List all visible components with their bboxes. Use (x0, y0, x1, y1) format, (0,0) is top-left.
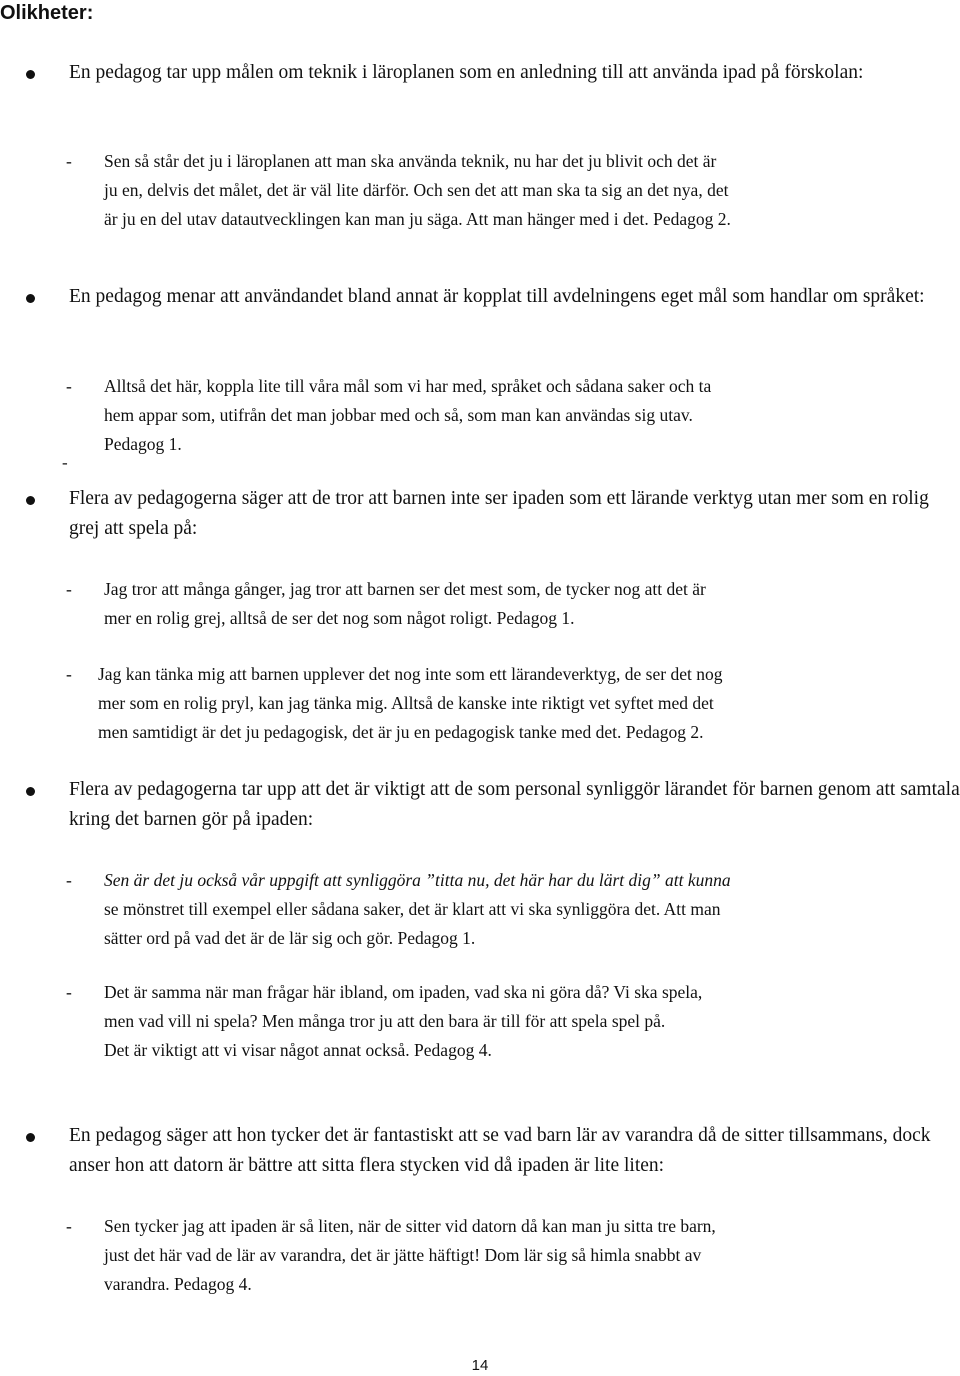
quote-line: Jag tror att många gånger, jag tror att barnen ser det mest som, de tycker nog att det är (104, 579, 706, 599)
quote-line: Pedagog 1. (104, 434, 182, 454)
quote-dash: - (66, 870, 72, 890)
interview-quote (98, 660, 878, 747)
quote-line: Det är samma när man frågar här ibland, om ipaden, vad ska ni göra då? Vi ska spela, (104, 982, 703, 1002)
bullet-dot (26, 1133, 35, 1142)
quote-line: Sen så står det ju i läroplanen att man ska använda teknik, nu har det ju blivit och det är (104, 151, 717, 171)
quote-line: Alltså det här, koppla lite till våra mål som vi har med, språket och sådana saker och ta (104, 376, 712, 396)
bullet-paragraph: Flera av pedagogerna tar upp att det är viktigt att de som personal synliggör lärandet för barnen genom att samtala kring det barnen gör på ipaden: (69, 779, 960, 830)
bullet-dot (26, 70, 35, 79)
quote-line: Sen är det ju också vår uppgift att synliggöra ”titta nu, det här har du lärt dig” att kunna (104, 870, 731, 890)
interview-quote (104, 978, 884, 1065)
page-number: 14 (471, 1357, 489, 1374)
quote-line: ju en, delvis det målet, det är väl lite därför. Och sen det att man ska ta sig an det nya, det (104, 180, 729, 200)
bullet-dot (26, 496, 35, 505)
quote-line: mer en rolig grej, alltså de ser det nog som något roligt. Pedagog 1. (104, 608, 575, 628)
bullet-paragraph: Flera av pedagogerna säger att de tror att barnen inte ser ipaden som ett lärande verktyg utan mer som en rolig grej att spela på: (69, 488, 929, 539)
quote-line: Det är viktigt att vi visar något annat också. Pedagog 4. (104, 1040, 492, 1060)
bullet-paragraph: En pedagog säger att hon tycker det är fantastiskt att se vad barn lär av varandra då de sitter tillsammans, dock anser hon att datorn är bättre att sitta flera stycken vid då ipaden är lite liten: (69, 1125, 931, 1176)
quote-line: mer som en rolig pryl, kan jag tänka mig. Alltså de kanske inte riktigt vet syftet med det (98, 693, 714, 713)
interview-quote (104, 575, 884, 633)
quote-dash: - (66, 664, 72, 684)
quote-dash: - (66, 982, 72, 1002)
quote-dash: - (66, 579, 72, 599)
interview-quote (104, 1212, 884, 1299)
quote-line: Sen tycker jag att ipaden är så liten, när de sitter vid datorn då kan man ju sitta tre barn, (104, 1216, 716, 1236)
quote-dash: - (66, 1216, 72, 1236)
quote-line: Jag kan tänka mig att barnen upplever det nog inte som ett lärandeverktyg, de ser det nog (98, 664, 723, 684)
quote-dash: - (66, 376, 72, 396)
bullet-paragraph: En pedagog tar upp målen om teknik i läroplanen som en anledning till att använda ipad på förskolan: (69, 62, 864, 83)
quote-line: hem appar som, utifrån det man jobbar med och så, som man kan användas sig utav. (104, 405, 693, 425)
quote-line: är ju en del utav datautvecklingen kan man ju säga. Att man hänger med i det. Pedagog 2. (104, 209, 731, 229)
bullet-dot (26, 294, 35, 303)
interview-quote (104, 866, 884, 953)
stray-dash: - (62, 453, 68, 472)
bullet-dot (26, 787, 35, 796)
section-heading: Olikheter: (0, 2, 94, 24)
quote-line: men vad vill ni spela? Men många tror ju att den bara är till för att spela spel på. (104, 1011, 666, 1031)
quote-dash: - (66, 151, 72, 171)
interview-quote (104, 147, 884, 234)
interview-quote (104, 372, 884, 459)
quote-line: se mönstret till exempel eller sådana saker, det är klart att vi ska synliggöra det. Att man (104, 899, 721, 919)
quote-line: varandra. Pedagog 4. (104, 1274, 252, 1294)
bullet-paragraph: En pedagog menar att användandet bland annat är kopplat till avdelningens eget mål som handlar om språket: (69, 286, 925, 307)
quote-line: sätter ord på vad det är de lär sig och gör. Pedagog 1. (104, 928, 476, 948)
quote-line: men samtidigt är det ju pedagogisk, det är ju en pedagogisk tanke med det. Pedagog 2. (98, 722, 704, 742)
quote-line: just det här vad de lär av varandra, det är jätte häftigt! Dom lär sig så himla snabbt av (104, 1245, 702, 1265)
